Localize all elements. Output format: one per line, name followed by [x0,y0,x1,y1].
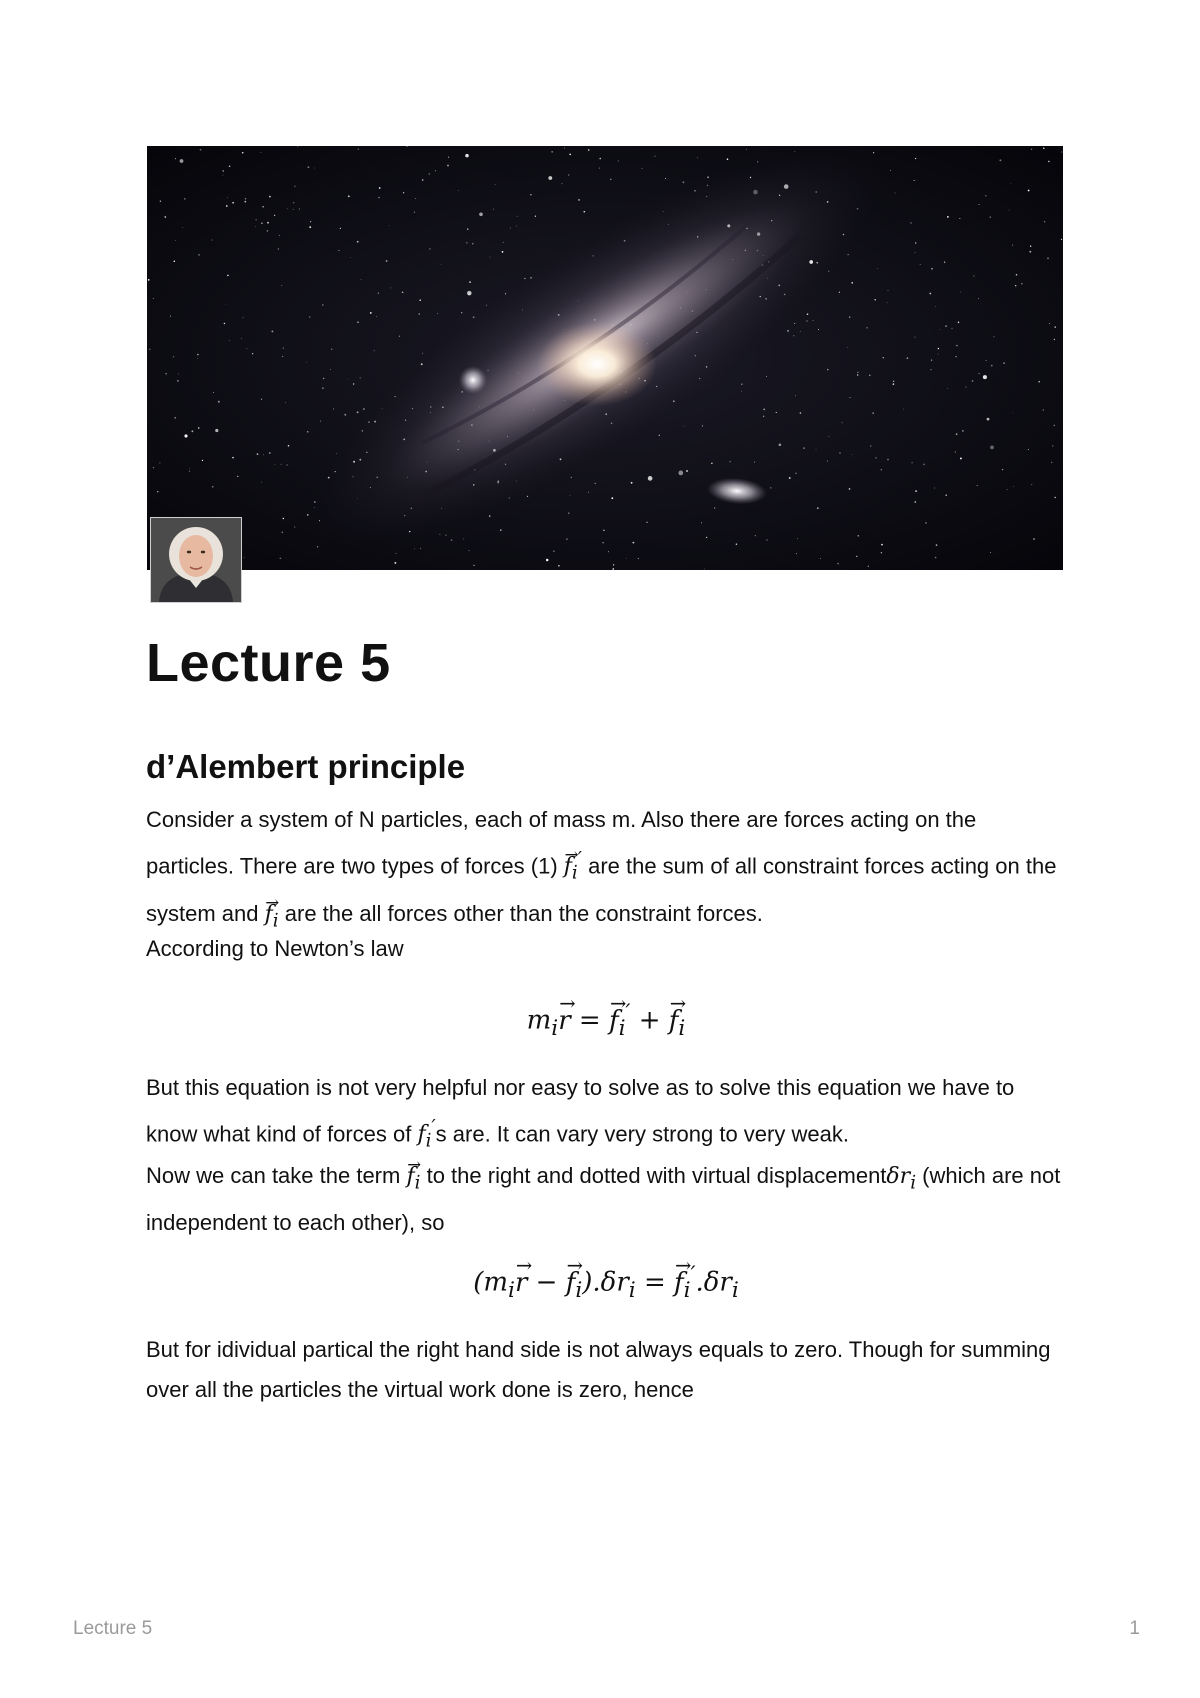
math-virtual-displacement: $\delta r_i$ [886,1164,917,1194]
math-constraint-force: $f_i'$ [417,1117,436,1152]
equation-virtual-work: ($m_i\to r$ − → $f_i).\delta r_i$ = → $f_i'.\delta r_i$ [146,1262,1066,1303]
page-icon-portrait [150,517,242,603]
math-constraint-force: → $f_i'$ [564,854,582,879]
page-number: 1 [1129,1618,1140,1639]
cover-image [147,146,1063,570]
section-heading: d’Alembert principle [146,748,466,785]
paragraph-newton: According to Newton’s law [146,936,404,961]
paragraph-virtual-displacement: Now we can take the term → $f_i$ to the right and dotted with virtual displacementδr$_i$ (which are not independent to each other), so [146,1156,1066,1243]
math-applied-force: → $f_i$ [265,902,279,927]
page-title: Lecture 5 [146,633,391,693]
paragraph-difficulty: But this equation is not very helpful nor easy to solve as to solve this equation we have to know what kind of forces of $f_i's$ are. It can vary very strong to very weak. [146,1075,1015,1152]
paragraph-conclusion: But for idividual partical the right hand side is not always equals to zero. Though for summing over all the particles the virtual work done is zero, hence [146,1337,1051,1402]
paragraph-intro: Consider a system of N particles, each of mass m. Also there are forces acting on the particles. There are two types of forces $(1) \to f_i'$ are the sum of all constraint forces acting on the system and → $f_i$ are the all forces other than the constraint forces. [146,800,1066,941]
footer-title: Lecture 5 [73,1618,153,1639]
math-applied-force: → $f_i$ [406,1164,420,1189]
equation-newton: $m_i\to r$ = → $f_i'$ + → $f_i$ [146,1000,1066,1041]
